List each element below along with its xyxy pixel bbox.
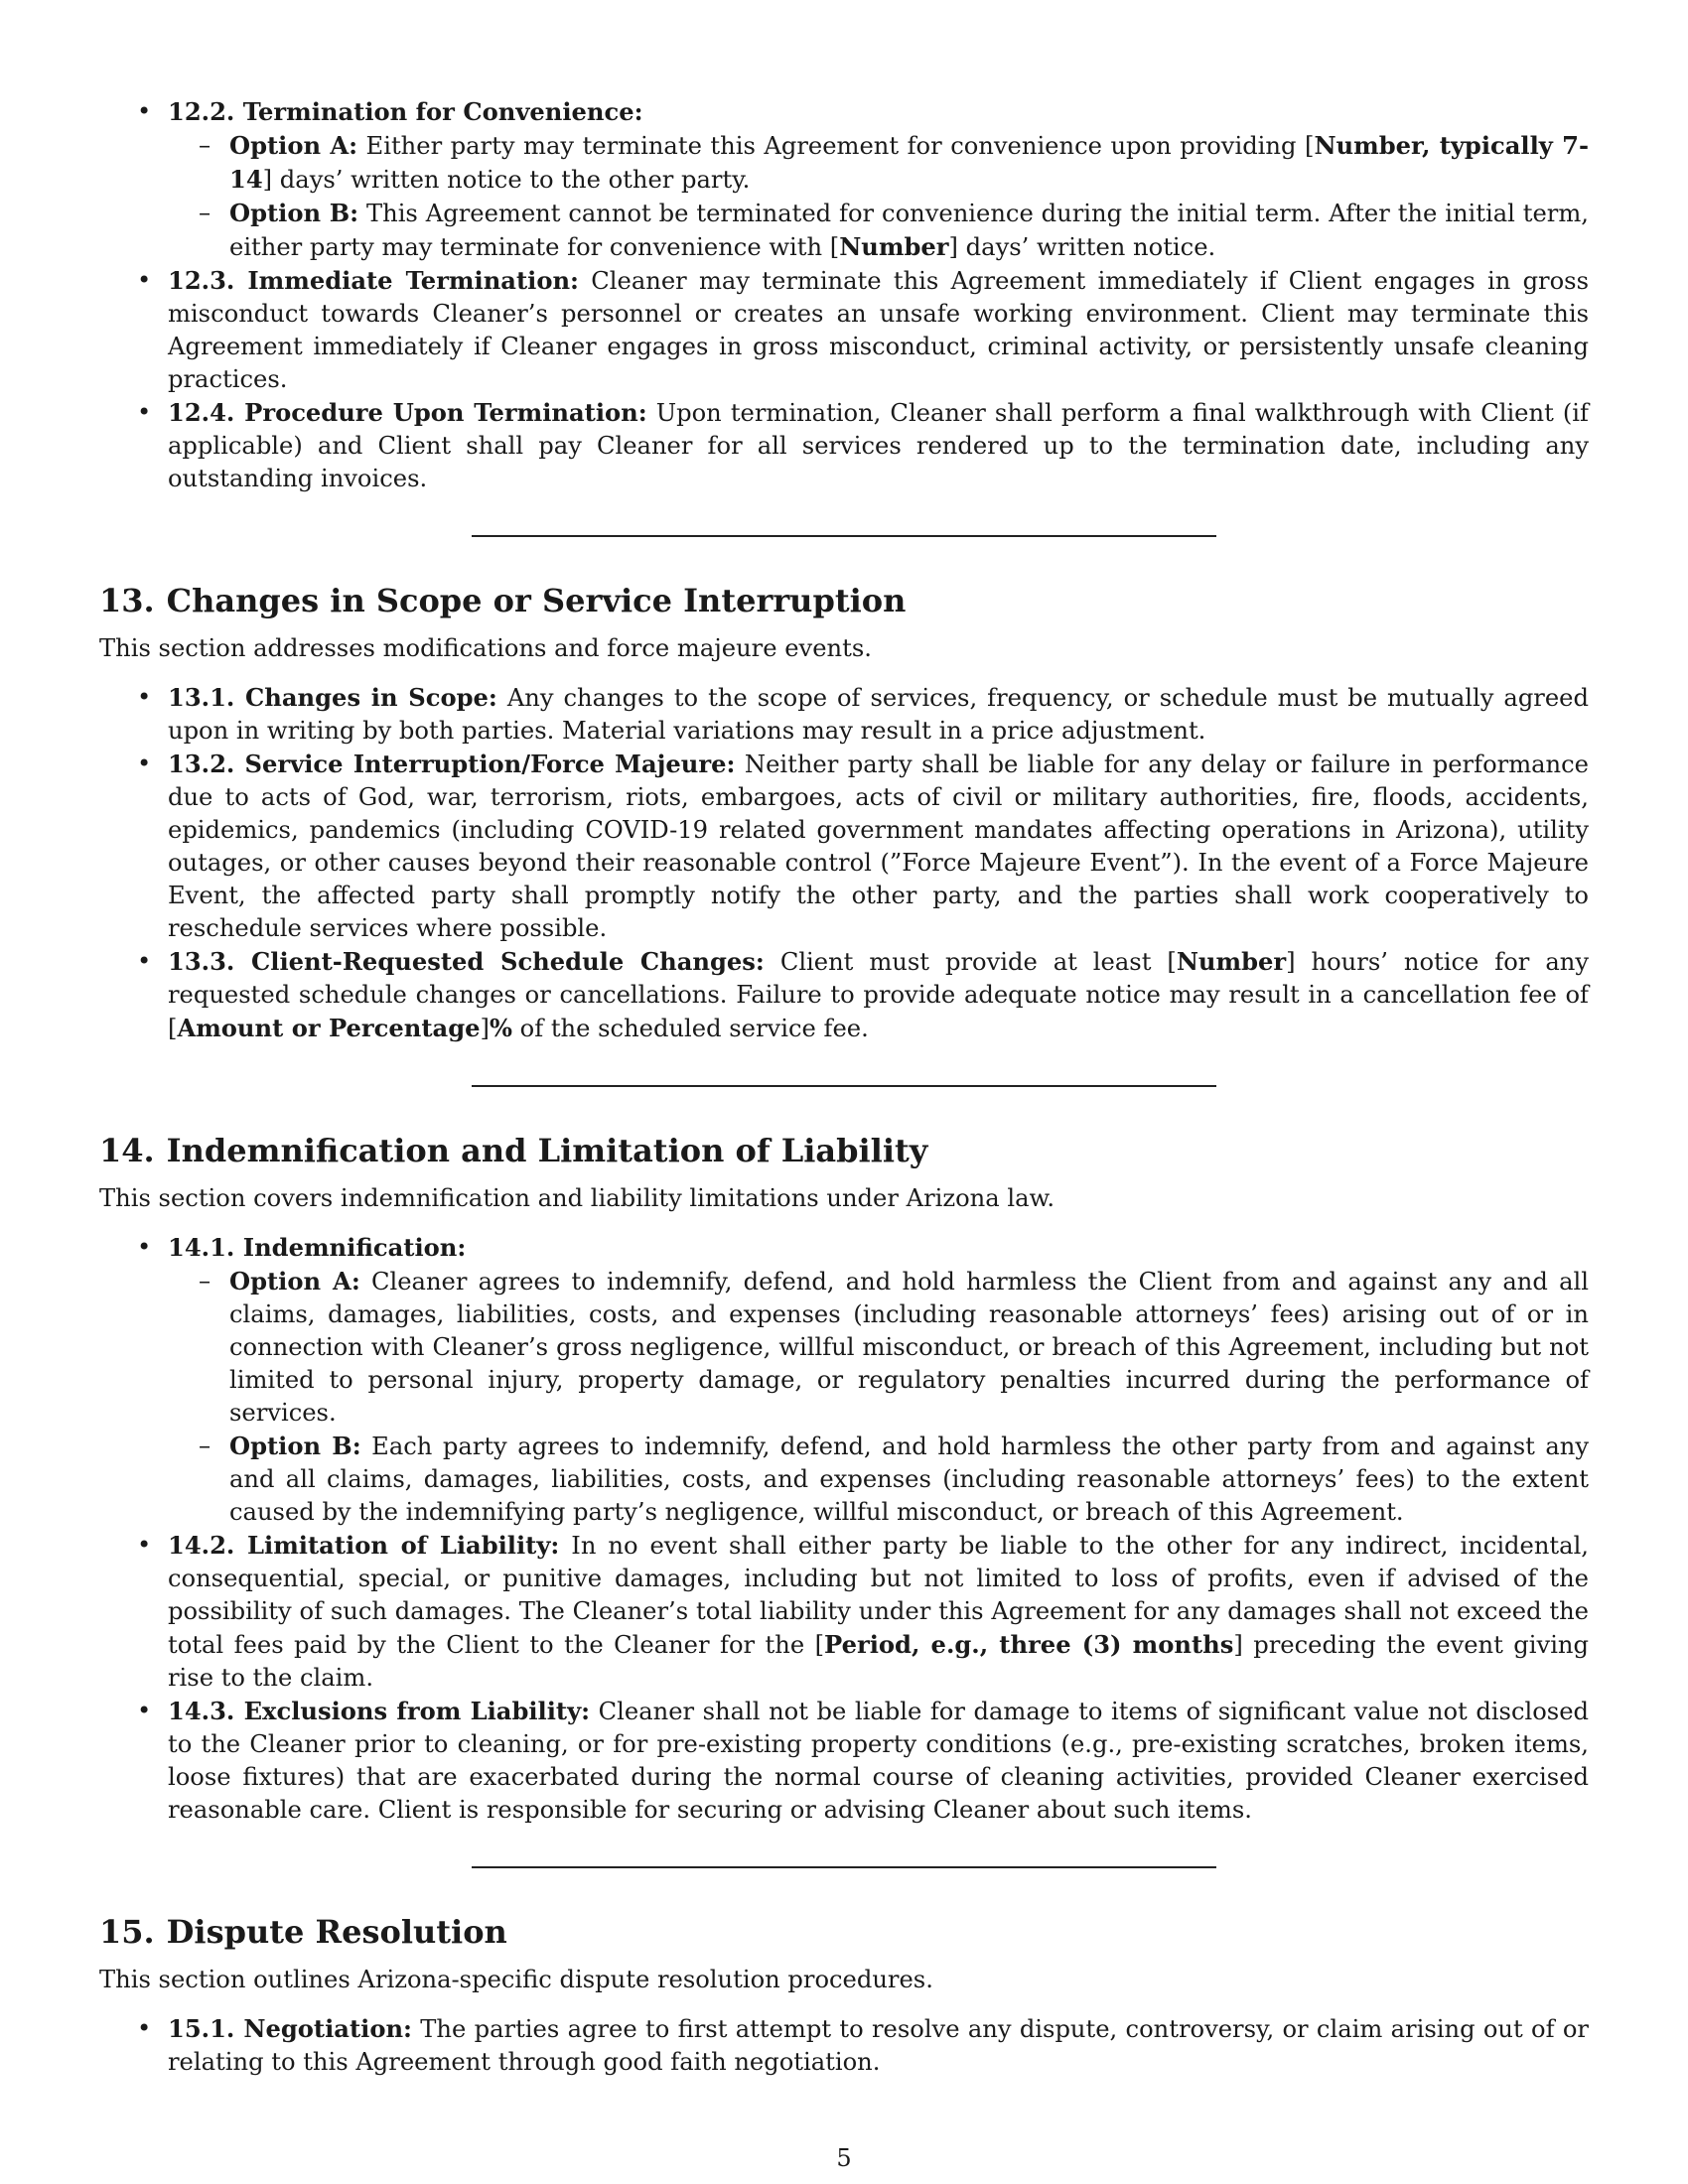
option-label: Option A: [229,1267,360,1296]
section-title: Indemnification and Limitation of Liability [166,1132,928,1169]
item-text: Either party may terminate this Agreement for convenience upon providing [ [357,132,1315,160]
placeholder-text: Number [1176,947,1287,976]
section-13-list [99,681,1589,1045]
section-number: 14. [99,1132,155,1169]
list-item-13-3 [99,945,1589,1045]
option-label: Option B: [229,1432,361,1460]
document-page [99,95,1589,2079]
item-text: of the scheduled service fee. [511,1015,869,1042]
item-text: Each party agrees to indemnify, defend, and hold harmless the other party from and against any and all claims, damages, liabilities, costs, and expenses (including reasonable attorneys’ fees) to the extent caused by the indemnifying party’s negligence, willful misconduct, or breach of this Agreement. [229,1433,1589,1526]
section-divider [472,535,1216,537]
option-label: Option B: [229,199,359,227]
item-label: 12.2. Termination for Convenience: [168,97,643,126]
list-item-14-2 [99,1529,1589,1695]
option-a-12-2 [168,129,1589,197]
section-14-list [99,1231,1589,1827]
option-label: Option A: [229,131,358,160]
item-text: ] days’ written notice to the other party. [262,166,751,194]
section-15-intro: This section outlines Arizona-specific dispute resolution procedures. [99,1966,933,1993]
item-text: This Agreement cannot be terminated for convenience during the initial term. After the initial term, either party may terminate for convenience with [ [229,200,1589,261]
section-title: Changes in Scope or Service Interruption [166,582,907,619]
list-item-15-1 [99,2012,1589,2079]
section-title: Dispute Resolution [166,1913,507,1951]
section-divider [472,1085,1216,1087]
item-text: Cleaner may terminate this Agreement immediately if Client engages in gross misconduct towards Cleaner’s personnel or creates an unsafe working environment. Client may terminate this Agreement immediately if Cleaner engages in gross misconduct, criminal activity, or persistently unsafe cleaning practices. [168,267,1589,393]
item-text: In no event shall either party be liable to the other for any indirect, incidental, consequential, special, or punitive damages, including but not limited to loss of profits, even if advised of the possibility of such damages. The Cleaner’s total liability under this Agreement for any damages shall not exceed the total fees paid by the Client to the Cleaner for the [ [168,1532,1589,1659]
list-item-12-4 [99,396,1589,495]
sublist-14-1 [168,1265,1589,1529]
page-number: 5 [836,2144,852,2172]
item-text: Any changes to the scope of services, frequency, or schedule must be mutually agreed upon in writing by both parties. Material variations may result in a price adjustment. [168,684,1589,745]
item-text: The parties agree to first attempt to resolve any dispute, controversy, or claim arising out of or relating to this Agreement through good faith negotiation. [168,2015,1589,2076]
section-13-intro: This section addresses modifications and force majeure events. [99,634,872,662]
section-number: 13. [99,582,155,619]
list-item-12-3 [99,264,1589,396]
placeholder-text: Number [839,232,949,261]
list-item-14-3 [99,1695,1589,1827]
sublist-12-2 [168,129,1589,264]
item-text: ] hours’ notice for any requested schedule changes or cancellations. Failure to provide adequate notice may result in a cancellation fee of [ [168,948,1589,1042]
item-label: 14.1. Indemnification: [168,1233,467,1262]
item-text: Client must provide at least [ [764,948,1177,976]
list-item-12-2 [99,95,1589,264]
item-label: 13.1. Changes in Scope: [168,683,497,712]
placeholder-text: Amount or Percentage [177,1014,481,1042]
list-item-14-1 [99,1231,1589,1529]
item-text: ] days’ written notice. [948,233,1216,261]
section-14-heading [99,1131,1589,1170]
section-15-heading [99,1912,1589,1952]
list-item-13-1 [99,681,1589,748]
option-b-14-1 [168,1430,1589,1529]
item-label: 14.2. Limitation of Liability: [168,1531,560,1560]
item-text: ] [480,1015,490,1042]
section-divider [472,1866,1216,1868]
list-item-13-2 [99,748,1589,945]
section-15-list [99,2012,1589,2079]
section-12-list [99,95,1589,495]
item-text: Cleaner agrees to indemnify, defend, and hold harmless the Client from and against any and all claims, damages, liabilities, costs, and expenses (including reasonable attorneys’ fees) arising out of or in connection with Cleaner’s gross negligence, willful misconduct, or breach of this Agreement, including but not limited to personal injury, property damage, or regulatory penalties incurred during the performance of services. [229,1268,1589,1427]
option-a-14-1 [168,1265,1589,1430]
item-label: 13.3. Client-Requested Schedule Changes: [168,947,765,976]
item-label: 14.3. Exclusions from Liability: [168,1697,591,1725]
percent-sign: % [489,1014,512,1042]
item-text: Neither party shall be liable for any delay or failure in performance due to acts of God, war, terrorism, riots, embargoes, acts of civil or military authorities, fire, floods, accidents, epidemics, pandemics (including COVID-19 related government mandates affecting operations in Arizona), utility outages, or other causes beyond their reasonable control (”Force Majeure Event”). In the event of a Force Majeure Event, the affected party shall promptly notify the other party, and the parties shall work cooperatively to reschedule services where possible. [168,751,1589,942]
item-text: Upon termination, Cleaner shall perform a final walkthrough with Client (if applicable) and Client shall pay Cleaner for all services rendered up to the termination date, including any outstanding invoices. [168,399,1589,492]
section-13-heading [99,581,1589,620]
item-label: 12.3. Immediate Termination: [168,266,579,295]
section-number: 15. [99,1913,155,1951]
item-text: ] preceding the event giving rise to the claim. [168,1631,1589,1692]
placeholder-text: Number, typically 7-14 [229,131,1589,194]
item-label: 13.2. Service Interruption/Force Majeure: [168,750,736,778]
item-label: 15.1. Negotiation: [168,2014,412,2043]
item-label: 12.4. Procedure Upon Termination: [168,398,647,427]
item-text: Cleaner shall not be liable for damage to items of significant value not disclosed to the Cleaner prior to cleaning, or for pre-existing property conditions (e.g., pre-existing scratches, broken items, loose fixtures) that are exacerbated during the normal course of cleaning activities, provided Cleaner exercised reasonable care. Client is responsible for securing or advising Cleaner about such items. [168,1698,1590,1824]
placeholder-text: Period, e.g., three (3) months [824,1630,1234,1659]
section-14-intro: This section covers indemnification and liability limitations under Arizona law. [99,1184,1055,1212]
option-b-12-2 [168,197,1589,264]
